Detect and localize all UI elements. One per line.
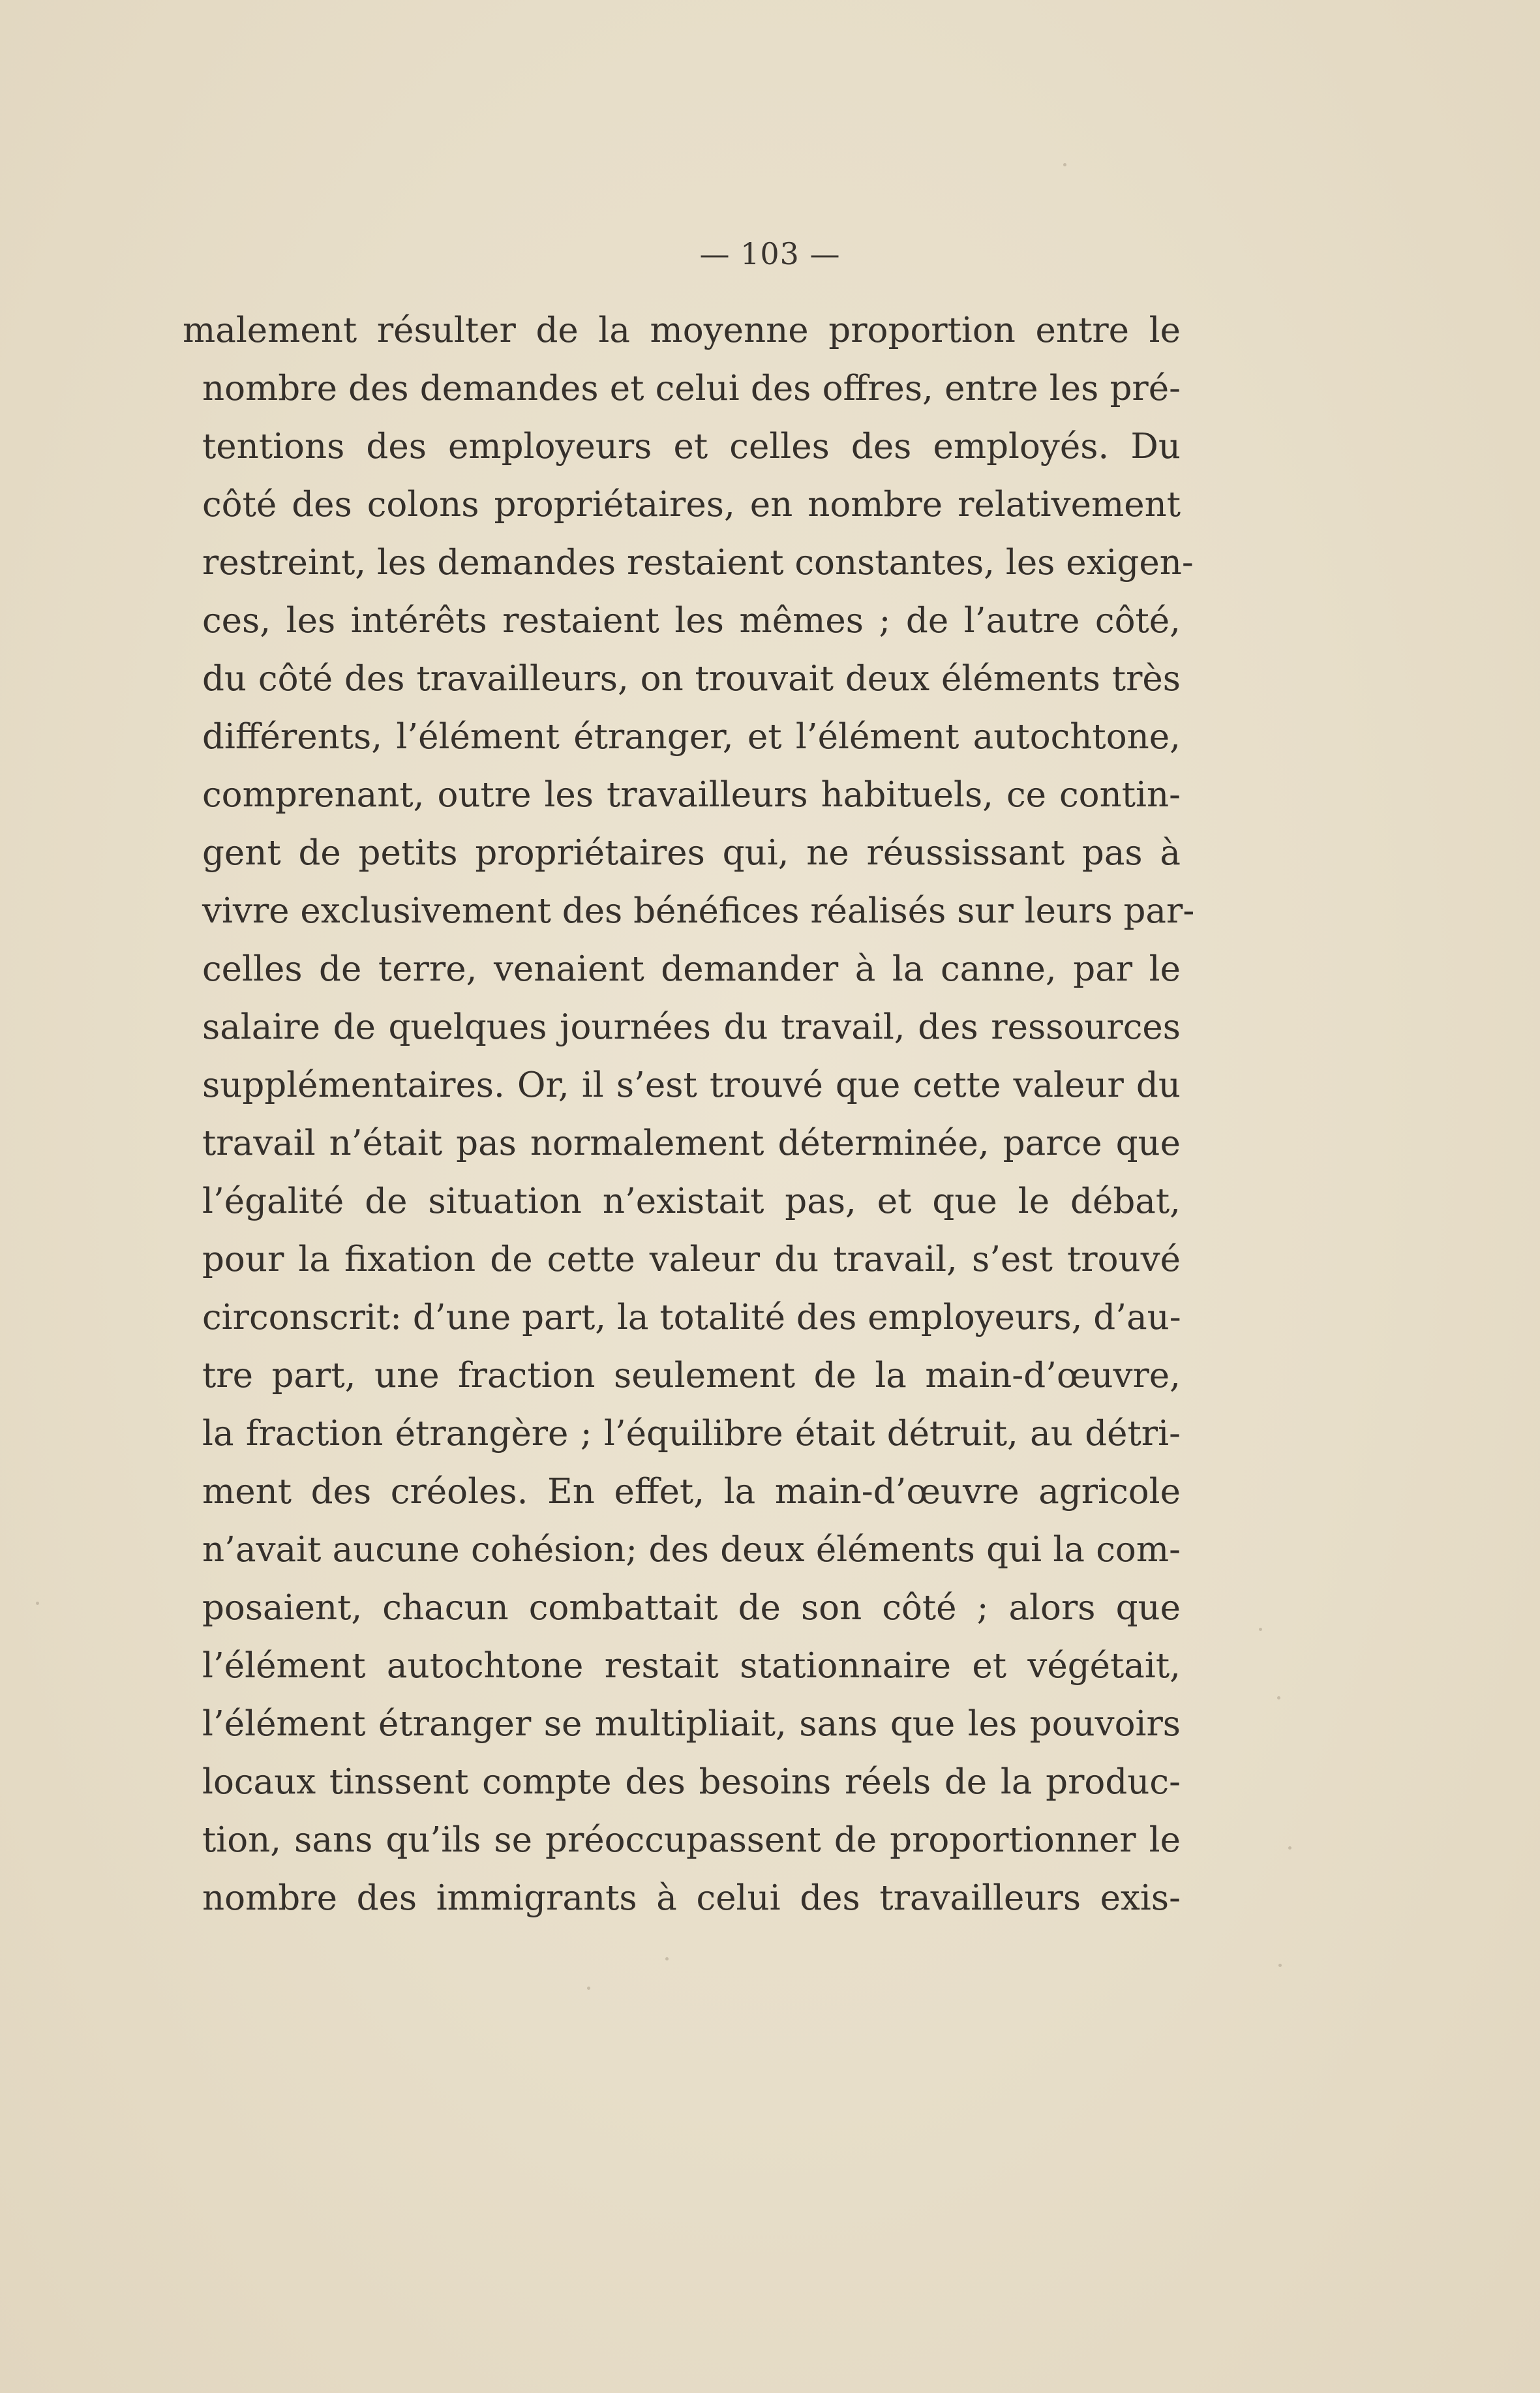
text-line: tentions des employeurs et celles des employés. Du (202, 427, 1181, 466)
page-number: — 103 — (699, 236, 841, 271)
paper-speck (1288, 1846, 1291, 1850)
text-line: nombre des immigrants à celui des travailleurs exis- (202, 1878, 1181, 1918)
text-line: malement résulter de la moyenne proportion entre le (183, 311, 1181, 350)
text-line: du côté des travailleurs, on trouvait deux éléments très (202, 659, 1181, 699)
text-line: pour la fixation de cette valeur du travail, s’est trouvé (202, 1240, 1181, 1279)
text-line: différents, l’élément étranger, et l’élément autochtone, (202, 717, 1181, 757)
text-line: posaient, chacun combattait de son côté ; alors que (202, 1588, 1181, 1628)
paper-speck (665, 1957, 669, 1960)
text-line: ces, les intérêts restaient les mêmes ; de l’autre côté, (202, 601, 1181, 641)
text-line: tion, sans qu’ils se préoccupassent de proportionner le (202, 1820, 1181, 1860)
text-line: la fraction étrangère ; l’équilibre était détruit, au détri- (202, 1414, 1181, 1454)
text-line: vivre exclusivement des bénéfices réalisés sur leurs par- (202, 891, 1195, 931)
text-line: supplémentaires. Or, il s’est trouvé que cette valeur du (202, 1065, 1181, 1105)
text-line: côté des colons propriétaires, en nombre relativement (202, 485, 1181, 525)
paper-speck (1063, 163, 1066, 166)
text-line: restreint, les demandes restaient constantes, les exigen- (202, 543, 1194, 583)
text-line: tre part, une fraction seulement de la main-d’œuvre, (202, 1356, 1181, 1395)
text-line: comprenant, outre les travailleurs habituels, ce contin- (202, 775, 1181, 815)
body-text (183, 301, 1195, 1927)
paper-speck (1277, 1696, 1280, 1699)
text-line: nombre des demandes et celui des offres, entre les pré- (202, 369, 1181, 408)
paper-speck (36, 1602, 39, 1605)
text-line: circonscrit: d’une part, la totalité des employeurs, d’au- (202, 1298, 1181, 1337)
text-line: salaire de quelques journées du travail, des ressources (202, 1007, 1181, 1047)
paper-speck (1278, 1964, 1282, 1967)
text-line: l’égalité de situation n’existait pas, et que le débat, (202, 1181, 1181, 1221)
text-line: gent de petits propriétaires qui, ne réussissant pas à (202, 833, 1181, 873)
text-line: locaux tinssent compte des besoins réels de la produc- (202, 1762, 1181, 1802)
text-line: celles de terre, venaient demander à la canne, par le (202, 949, 1181, 989)
text-line: l’élément étranger se multipliait, sans que les pouvoirs (202, 1704, 1181, 1744)
paper-speck (587, 1987, 590, 1990)
text-line: l’élément autochtone restait stationnaire et végétait, (202, 1646, 1181, 1686)
text-line: ment des créoles. En effet, la main-d’œuvre agricole (202, 1472, 1181, 1512)
text-line: n’avait aucune cohésion; des deux éléments qui la com- (202, 1530, 1181, 1570)
paper-speck (1259, 1628, 1262, 1631)
text-line: travail n’était pas normalement déterminée, parce que (202, 1123, 1181, 1163)
